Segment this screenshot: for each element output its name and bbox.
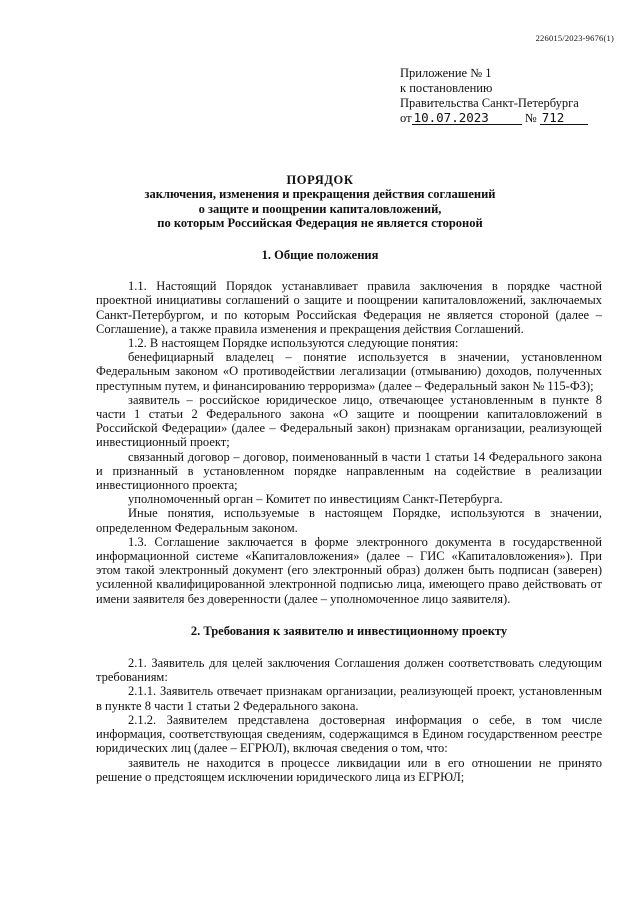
- title-main: ПОРЯДОК: [286, 173, 354, 187]
- paragraph-1-1: 1.1. Настоящий Порядок устанавливает правила заключения в порядке частной проектной инициативы соглашений о защите и поощрении капиталовложений, заключаемых Санкт-Петербургом, и по которым Российская Федерация не является стороной (далее – Соглашение), а также правила изменения и прекращения действия Соглашений.: [96, 279, 602, 336]
- annex-resolution-label: к постановлению: [400, 81, 493, 95]
- section-1-heading: 1. Общие положения: [261, 248, 379, 262]
- annex-number-label: №: [524, 111, 537, 125]
- annex-label: Приложение № 1: [400, 66, 492, 80]
- title-line-1: заключения, изменения и прекращения действия соглашений: [144, 187, 496, 202]
- annex-header: [400, 66, 588, 126]
- section-2-heading: 2. Требования к заявителю и инвестиционному проекту: [190, 623, 508, 638]
- title-line-2: о защите и поощрении капиталовложений,: [198, 201, 442, 216]
- annex-date: 10.07.2023: [412, 111, 522, 125]
- paragraph-2-1: 2.1. Заявитель для целей заключения Соглашения должен соответствовать следующим требованиям:: [96, 656, 602, 685]
- document-body: [96, 248, 602, 784]
- annex-government-label: Правительства Санкт-Петербурга: [400, 96, 579, 110]
- paragraph-2-1-1: 2.1.1. Заявитель отвечает признакам организации, реализующей проект, установленным в пункте 8 части 1 статьи 2 Федерального закона.: [96, 684, 602, 713]
- annex-date-line: [400, 111, 588, 126]
- definition-other: Иные понятия, используемые в настоящем Порядке, используются в значении, определенном Федеральным законом.: [96, 506, 602, 535]
- paragraph-liquidation: заявитель не находится в процессе ликвидации или в его отношении не принято решение о предстоящем исключении юридического лица из ЕГРЮЛ;: [96, 755, 602, 784]
- document-registration-number: 226015/2023-9676(1): [535, 33, 614, 43]
- title-line-3: по которым Российская Федерация не является стороной: [157, 216, 483, 231]
- document-title: [0, 173, 640, 231]
- paragraph-1-2: 1.2. В настоящем Порядке используются следующие понятия:: [128, 336, 459, 351]
- paragraph-2-1-2: 2.1.2. Заявителем представлена достоверная информация о себе, в том числе информация, соответствующая сведениям, содержащимся в Едином государственном реестре юридических лиц (далее – ЕГРЮЛ), включая сведения о том, что:: [96, 712, 602, 756]
- definition-authorized-body: уполномоченный орган – Комитет по инвестициям Санкт-Петербурга.: [128, 492, 503, 507]
- paragraph-1-3: 1.3. Соглашение заключается в форме электронного документа в государственной информационной системе «Капиталовложения» (далее – ГИС «Капиталовложения»). При этом такой электронный документ (его электронный образ) должен быть подписан (заверен) усиленной квалифицированной электронной подписью лица, имеющего право действовать от имени заявителя без доверенности (далее – уполномоченное лицо заявителя).: [96, 534, 602, 606]
- annex-number: 712: [540, 111, 588, 125]
- definition-related-contract: связанный договор – договор, поименованный в части 1 статьи 14 Федерального закона и признанный в установленном порядке направленным на содействие в реализации инвестиционного проекта;: [96, 449, 602, 493]
- definition-applicant: заявитель – российское юридическое лицо, отвечающее установленным в пункте 8 части 1 статьи 2 Федерального закона «О защите и поощрении капиталовложений в Российской Федерации» (далее – Федеральный закон) признакам организации, реализующей инвестиционный проект;: [96, 392, 602, 450]
- annex-from-label: от: [400, 111, 412, 125]
- definition-beneficiary: бенефициарный владелец – понятие используется в значении, установленном Федеральным законом «О противодействии легализации (отмыванию) доходов, полученных преступным путем, и финансированию терроризма» (далее – Федеральный закон № 115-ФЗ);: [96, 350, 602, 393]
